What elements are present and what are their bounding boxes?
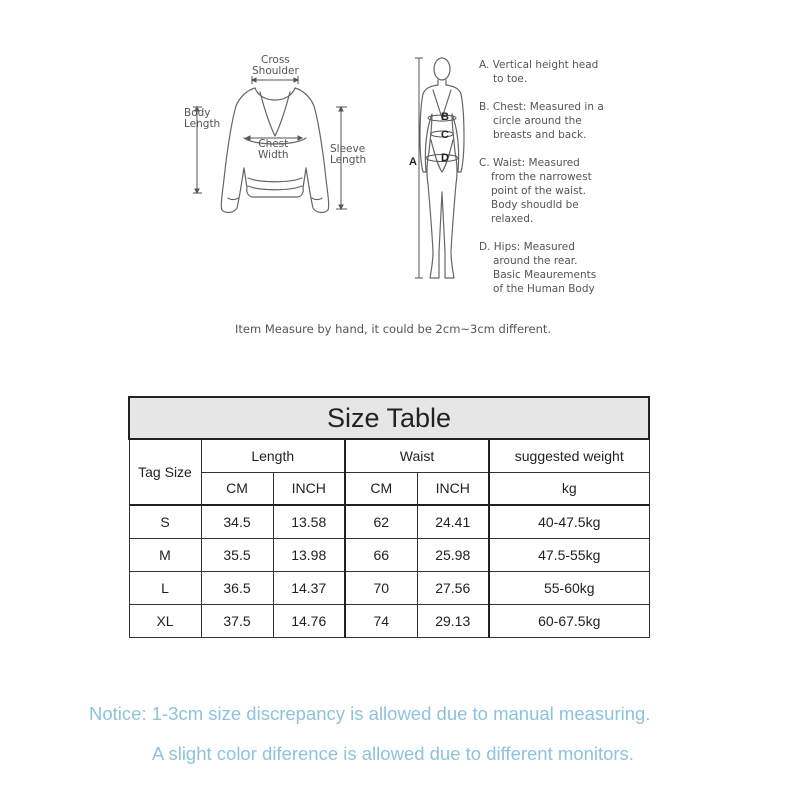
body-diagram (405, 52, 475, 287)
length-cm-unit: CM (201, 472, 273, 505)
table-row (129, 538, 649, 571)
legend-a-line1: A. Vertical height head (479, 59, 599, 71)
legend-c-line5: relaxed. (491, 213, 534, 225)
sleeve-length-label-line2: Length (330, 154, 367, 166)
waist-inch-unit: INCH (417, 472, 489, 505)
waist-inch-cell: 25.98 (417, 538, 489, 571)
notice-line-2: A slight color diference is allowed due to different monitors. (152, 743, 634, 764)
cross-shoulder-label-line1: Cross (260, 54, 290, 66)
waist-inch-cell: 24.41 (417, 505, 489, 538)
waist-cm-cell: 62 (345, 505, 417, 538)
marker-a: A (409, 156, 417, 168)
length-cm-cell: 36.5 (201, 571, 273, 604)
length-inch-cell: 13.58 (273, 505, 345, 538)
length-inch-cell: 14.37 (273, 571, 345, 604)
table-row (129, 505, 649, 538)
size-table-header-row (129, 439, 649, 472)
waist-cm-cell: 66 (345, 538, 417, 571)
sleeve-length-label-line1: Sleeve (330, 143, 366, 155)
legend-b-line1: B. Chest: Measured in a (479, 101, 604, 113)
size-table (128, 396, 650, 638)
size-table-title-row (129, 397, 649, 439)
marker-c: C (441, 129, 449, 141)
length-inch-cell: 14.76 (273, 604, 345, 637)
legend-c-line4: Body shoudld be (491, 199, 579, 211)
cross-shoulder-label (252, 55, 299, 77)
waist-cm-cell: 70 (345, 571, 417, 604)
weight-kg-unit: kg (489, 472, 649, 505)
human-figure-illustration (405, 52, 475, 287)
length-cm-cell: 37.5 (201, 604, 273, 637)
length-header: Length (201, 439, 345, 472)
legend-d-line3: Basic Meaurements (493, 269, 597, 281)
length-inch-cell: 13.98 (273, 538, 345, 571)
chest-width-label (258, 139, 289, 161)
table-row (129, 604, 649, 637)
length-inch-unit: INCH (273, 472, 345, 505)
legend-d-line2: around the rear. (493, 255, 578, 267)
notice-line-1: Notice: 1-3cm size discrepancy is allowed due to manual measuring. (89, 703, 651, 724)
legend-c-line1: C. Waist: Measured (479, 157, 580, 169)
weight-cell: 60-67.5kg (489, 604, 649, 637)
weight-cell: 40-47.5kg (489, 505, 649, 538)
waist-cm-cell: 74 (345, 604, 417, 637)
body-length-label (184, 108, 220, 130)
legend-d (479, 240, 596, 296)
marker-d: D (441, 152, 449, 164)
size-table-title: Size Table (129, 397, 649, 439)
legend-d-line1: D. Hips: Measured (479, 241, 575, 253)
cross-shoulder-label-line2: Shoulder (252, 65, 299, 77)
legend-c-line2: from the narrowest (491, 171, 592, 183)
sleeve-length-label (330, 144, 366, 166)
legend-a-line2: to toe. (493, 73, 528, 85)
weight-cell: 47.5-55kg (489, 538, 649, 571)
weight-header: suggested weight (489, 439, 649, 472)
length-cm-cell: 35.5 (201, 538, 273, 571)
legend-c-line3: point of the waist. (491, 185, 587, 197)
weight-cell: 55-60kg (489, 571, 649, 604)
length-cm-cell: 34.5 (201, 505, 273, 538)
waist-cm-unit: CM (345, 472, 417, 505)
body-length-label-line1: Body (184, 107, 211, 119)
legend-b-line2: circle around the (493, 115, 582, 127)
body-length-label-line2: Length (184, 118, 221, 130)
legend-c (479, 156, 592, 226)
legend-d-line4: of the Human Body (493, 283, 595, 295)
measure-note: Item Measure by hand, it could be 2cm~3cm different. (235, 322, 552, 336)
waist-inch-cell: 29.13 (417, 604, 489, 637)
marker-b: B (441, 111, 449, 123)
legend-b (479, 100, 604, 142)
waist-inch-cell: 27.56 (417, 571, 489, 604)
size-cell: L (129, 571, 201, 604)
table-row (129, 571, 649, 604)
size-cell: XL (129, 604, 201, 637)
legend-b-line3: breasts and back. (493, 129, 587, 141)
waist-header: Waist (345, 439, 489, 472)
chest-width-label-line2: Width (258, 149, 289, 161)
size-table-unit-row (129, 472, 649, 505)
tag-size-header: Tag Size (129, 439, 201, 505)
size-cell: M (129, 538, 201, 571)
garment-diagram (180, 50, 380, 220)
legend-a (479, 58, 598, 86)
chest-width-label-line1: Chest (258, 138, 289, 150)
size-cell: S (129, 505, 201, 538)
